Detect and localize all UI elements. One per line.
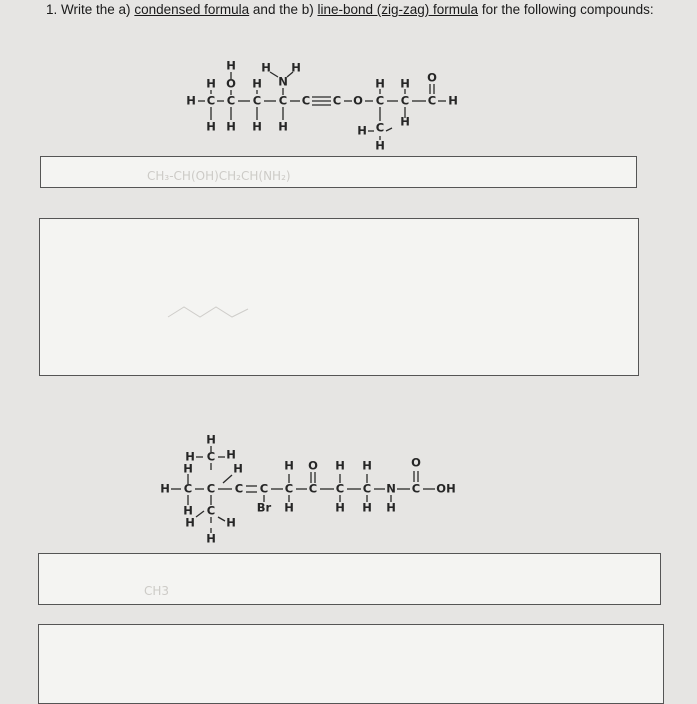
atom: H [284,500,294,515]
atom: C [427,93,437,108]
atom: C [183,481,193,496]
condensed-formula-term: condensed formula [134,2,250,17]
atom: C [278,93,288,108]
atom: O [226,76,236,91]
atom: C [252,93,262,108]
answer-box-2a[interactable] [38,553,661,605]
atom: H [206,119,216,134]
atom: OH [436,481,456,496]
atom: N [278,74,288,89]
atom: H [278,119,288,134]
atom: H [335,458,345,473]
atom: C [206,93,216,108]
atom: H [400,76,410,91]
atom: C [335,481,345,496]
atom: H [226,58,236,73]
atom: C [284,481,294,496]
atom: H [186,93,196,108]
atom: H [226,515,236,530]
question-number: 1. [46,2,58,17]
atom: C [308,481,318,496]
atom: H [185,449,195,464]
atom: C [301,93,311,108]
atom: N [386,481,396,496]
atom: C [375,93,385,108]
answer-box-2b[interactable] [38,624,664,704]
atom: H [448,93,458,108]
atom: H [226,119,236,134]
atom: C [375,120,385,135]
atom: O [353,93,363,108]
atom: O [411,455,421,470]
atom: C [332,93,342,108]
atom: H [375,138,385,153]
atom: Br [256,500,272,515]
atom: H [160,481,170,496]
atom: H [357,123,367,138]
line-bond-formula-term: line-bond (zig-zag) formula [317,2,479,17]
atom: H [400,114,410,129]
atom: H [291,60,301,75]
atom: C [411,481,421,496]
atom: O [308,458,318,473]
atom: C [362,481,372,496]
atom: C [226,93,236,108]
atom: C [206,481,216,496]
atom: H [226,447,236,462]
atom: C [234,481,244,496]
atom: H [362,458,372,473]
atom: H [261,60,271,75]
atom: O [427,70,437,85]
question-text: 1. Write the a) condensed formula and the b) line-bond (zig-zag) formula for the following compounds: [46,2,654,17]
atom: H [233,461,243,476]
atom: H [335,500,345,515]
atom: H [206,432,216,447]
faint-answer-text: CH3 [144,584,170,598]
atom: H [183,503,193,518]
atom: H [386,500,396,515]
atom: H [185,515,195,530]
atom: H [375,76,385,91]
atom: C [259,481,269,496]
atom: C [206,503,216,518]
atom: C [206,449,216,464]
atom: H [362,500,372,515]
atom: H [206,76,216,91]
atom: C [400,93,410,108]
faint-answer-text: CH₃-CH(OH)CH₂CH(NH₂) [147,169,291,183]
atom: H [206,531,216,546]
atom: H [252,76,262,91]
atom: H [284,458,294,473]
atom: H [252,119,262,134]
atom: H [183,461,193,476]
